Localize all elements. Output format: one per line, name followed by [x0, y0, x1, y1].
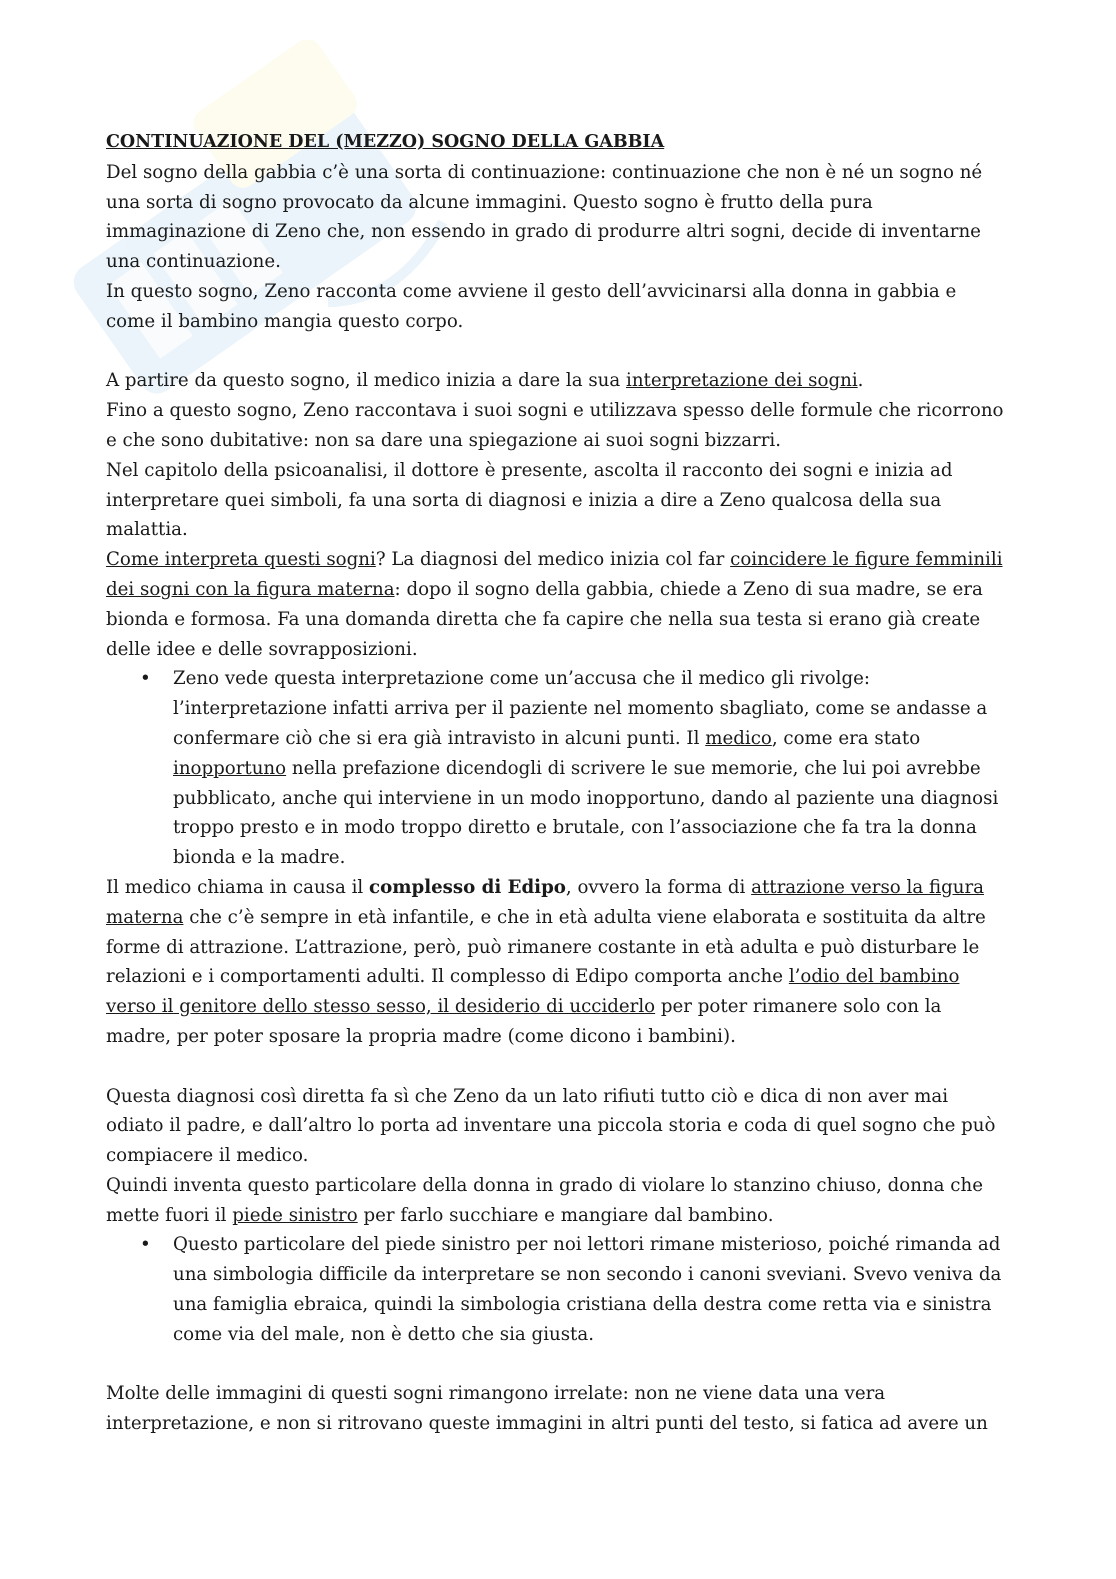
bullet-item [173, 664, 1010, 873]
underlined-term: inopportuno [173, 757, 287, 779]
spacer [106, 337, 1010, 367]
text-run: Quindi inventa questo particolare della donna in grado di violare lo stanzino chiuso, donna che mette fuori il [106, 1174, 983, 1226]
underlined-term: medico [705, 727, 772, 749]
section-title: CONTINUAZIONE DEL (MEZZO) SOGNO DELLA GABBIA [106, 132, 665, 152]
document-page [106, 128, 1010, 1439]
text-run: Il medico chiama in causa il [106, 876, 370, 898]
paragraph-10: Molte delle immagini di questi sogni rimangono irrelate: non ne viene data una vera interpretazione, e non si ritrovano queste immagini in altri punti del testo, si fatica ad avere un [106, 1383, 988, 1435]
underlined-term: l’odio del bambino verso il genitore dello stesso sesso, il desiderio di ucciderlo [106, 966, 960, 1018]
bullet-list [106, 664, 1010, 873]
text-run: A partire da questo sogno, il medico inizia a dare la sua [106, 370, 627, 392]
bullet-list [106, 1230, 1010, 1349]
spacer [106, 1052, 1010, 1082]
paragraph-8: Questa diagnosi così diretta fa sì che Zeno da un lato rifiuti tutto ciò e dica di non aver mai odiato il padre, e dall’altro lo porta ad inventare una piccola storia e coda di quel sogno che può compiacere il medico. [106, 1085, 996, 1167]
paragraph-5: Nel capitolo della psicoanalisi, il dottore è presente, ascolta il racconto dei sogni e inizia ad interpretare quei simboli, fa una sorta di diagnosi e inizia a dire a Zeno qualcosa della sua malattia. [106, 459, 953, 541]
bullet-item: • Questo particolare del piede sinistro per noi lettori rimane misterioso, poiché rimanda ad una simbologia difficile da interpretare se non secondo i canoni sveviani. Svevo veniva da una famiglia ebraica, quindi la simbologia cristiana della destra come retta via e sinistra come via del male, non è detto che sia giusta. [173, 1230, 1010, 1349]
text-run: ? La diagnosi del medico inizia col far [375, 549, 731, 571]
paragraph-1: Del sogno della gabbia c’è una sorta di continuazione: continuazione che non è né un sogno né una sorta di sogno provocato da alcune immagini. Questo sogno è frutto della pura immaginazione di Zeno che, non essendo in grado di produrre altri sogni, decide di inventarne una continuazione. [106, 161, 983, 273]
text-run: Zeno vede questa interpretazione come un’accusa che il medico gli rivolge: l’interpretazione infatti arriva per il paziente nel momento sbagliato, come se andasse a confermare ciò che si era già intravisto in alcuni punti. Il [173, 668, 988, 749]
underlined-term: attrazione verso la figura materna [106, 876, 984, 928]
paragraph-4: Fino a questo sogno, Zeno raccontava i suoi sogni e utilizzava spesso delle formule che ricorrono e che sono dubitative: non sa dare una spiegazione ai suoi sogni bizzarri. [106, 400, 1004, 451]
text-run: , come era stato [771, 727, 921, 749]
paragraph-7 [106, 873, 1010, 1052]
text-run: , ovvero la forma di [565, 876, 752, 898]
text-run: per farlo succhiare e mangiare dal bambino. [357, 1204, 774, 1226]
paragraph-3 [106, 366, 1010, 396]
underlined-term: interpretazione dei sogni [626, 370, 858, 392]
text-run: . [857, 370, 864, 392]
text-run: che c’è sempre in età infantile, e che in età adulta viene elaborata e sostituita da altre forme di attrazione. L’attrazione, però, può rimanere costante in età adulta e può disturbare le relazioni e i comportamenti adulti. Il complesso di Edipo comporta anche [106, 906, 986, 988]
paragraph-2: In questo sogno, Zeno racconta come avviene il gesto dell’avvicinarsi alla donna in gabbia e come il bambino mangia questo corpo. [106, 280, 957, 332]
spacer [106, 1350, 1010, 1380]
paragraph-9 [106, 1171, 1010, 1231]
underlined-term: coincidere le figure femminili dei sogni con la figura materna [106, 549, 1003, 600]
underlined-term: Come interpreta questi sogni [106, 549, 376, 571]
bold-term: complesso di Edipo [369, 876, 566, 898]
text-run: nella prefazione dicendogli di scrivere le sue memorie, che lui poi avrebbe pubblicato, anche qui interviene in un modo inopportuno, dando al paziente una diagnosi troppo presto e in modo troppo diretto e brutale, con l’associazione che fa tra la donna bionda e la madre. [173, 757, 999, 869]
paragraph-6 [106, 545, 1010, 664]
underlined-term: piede sinistro [232, 1204, 358, 1226]
text-run: : dopo il sogno della gabbia, chiede a Zeno di sua madre, se era bionda e formosa. Fa una domanda diretta che fa capire che nella sua testa si erano già create delle idee e delle sovrapposizioni. [106, 578, 983, 660]
text-run: per poter rimanere solo con la madre, per poter sposare la propria madre (come dicono i bambini). [106, 996, 942, 1047]
